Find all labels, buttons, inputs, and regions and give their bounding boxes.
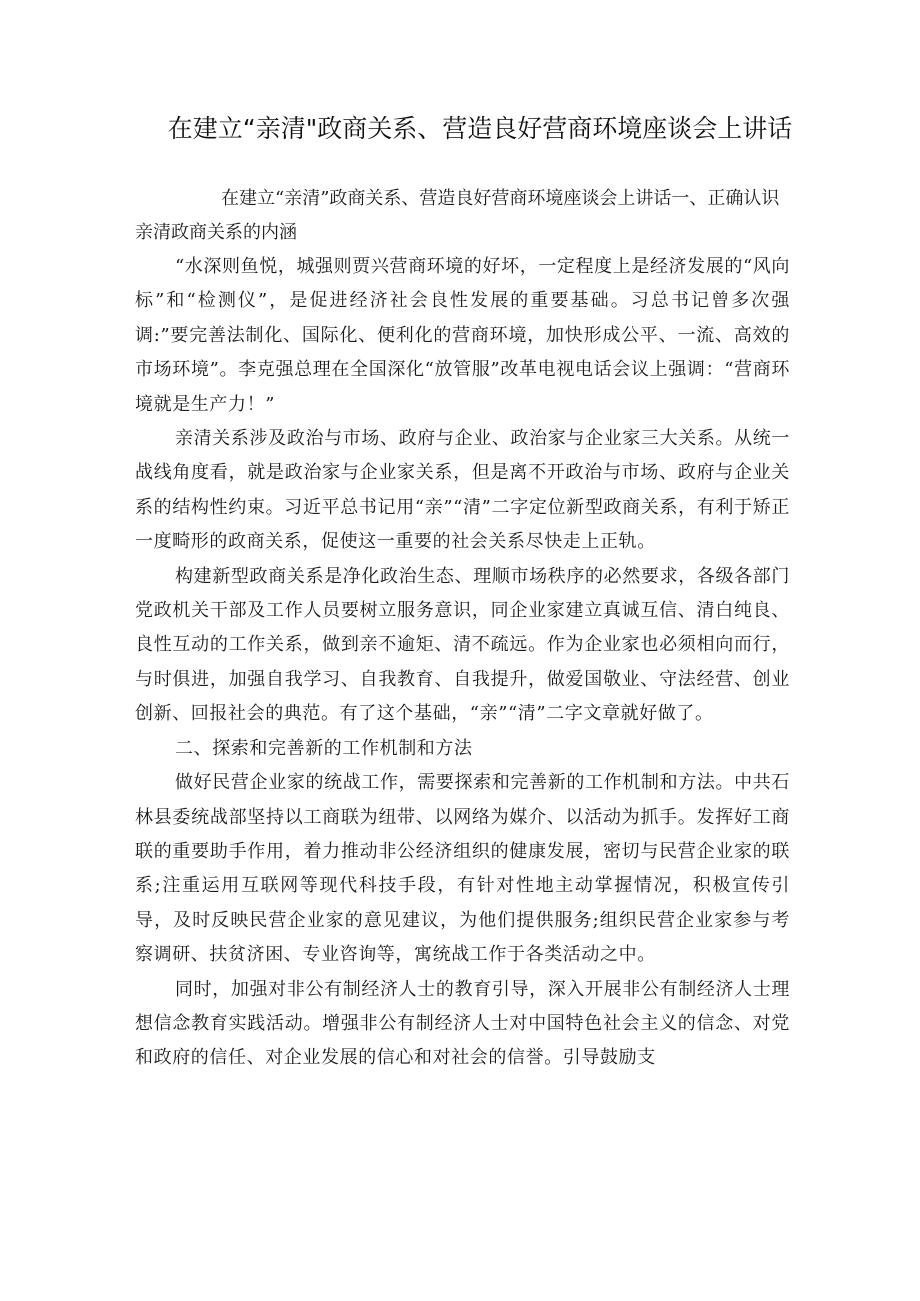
document-title: 在建立“亲清"政商关系、营造良好营商环境座谈会上讲话 [167, 114, 793, 143]
paragraph: 构建新型政商关系是净化政治生态、理顺市场秩序的必然要求，各级各部门党政机关干部及工作人员要树立服务意识，同企业家建立真诚互信、清白纯良、良性互动的工作关系，做到亲不逾矩、清不疏远。作为企业家也必须相向而行，与时俱进，加强自我学习、自我教育、自我提升，做爱国敬业、守法经营、创业创新、回报社会的典范。有了这个基础，“亲”“清”二字文章就好做了。 [135, 565, 790, 725]
paragraph: 做好民营企业家的统战工作，需要探索和完善新的工作机制和方法。中共石林县委统战部坚持以工商联为纽带、以网络为媒介、以活动为抓手。发挥好工商联的重要助手作用，着力推动非公经济组织的健康发展，密切与民营企业家的联系;注重运用互联网等现代科技手段，有针对性地主动掌握情况，积极宣传引导，及时反映民营企业家的意见建议，为他们提供服务;组织民营企业家参与考察调研、扶贫济困、专业咨询等，寓统战工作于各类活动之中。 [135, 772, 790, 966]
section-heading: 二、探索和完善新的工作机制和方法 [175, 737, 473, 759]
paragraph: “水深则鱼悦，城强则贾兴营商环境的好坏，一定程度上是经济发展的“风向标”和“检测仪”，是促进经济社会良性发展的重要基础。习总书记曾多次强调:”要完善法制化、国际化、便利化的营商环境，加快形成公平、一流、高效的市场环境”。李克强总理在全国深化“放管服”改革电视电话会议上强调：“营商环境就是生产力！” [135, 256, 790, 415]
paragraph: 同时，加强对非公有制经济人士的教育引导，深入开展非公有制经济人士理想信念教育实践活动。增强非公有制经济人士对中国特色社会主义的信念、对党和政府的信任、对企业发展的信心和对社会的信誉。引导鼓励支 [135, 978, 790, 1069]
document-subtitle: 在建立“亲清”政商关系、营造良好营商环境座谈会上讲话一、正确认识亲清政商关系的内涵 [135, 188, 780, 243]
paragraph: 亲清关系涉及政治与市场、政府与企业、政治家与企业家三大关系。从统一战线角度看，就是政治家与企业家关系，但是离不开政治与市场、政府与企业关系的结构性约束。习近平总书记用“亲”“清”二字定位新型政商关系，有利于矫正一度畸形的政商关系，促使这一重要的社会关系尽快走上正轨。 [135, 428, 790, 553]
document-body [135, 250, 790, 1076]
